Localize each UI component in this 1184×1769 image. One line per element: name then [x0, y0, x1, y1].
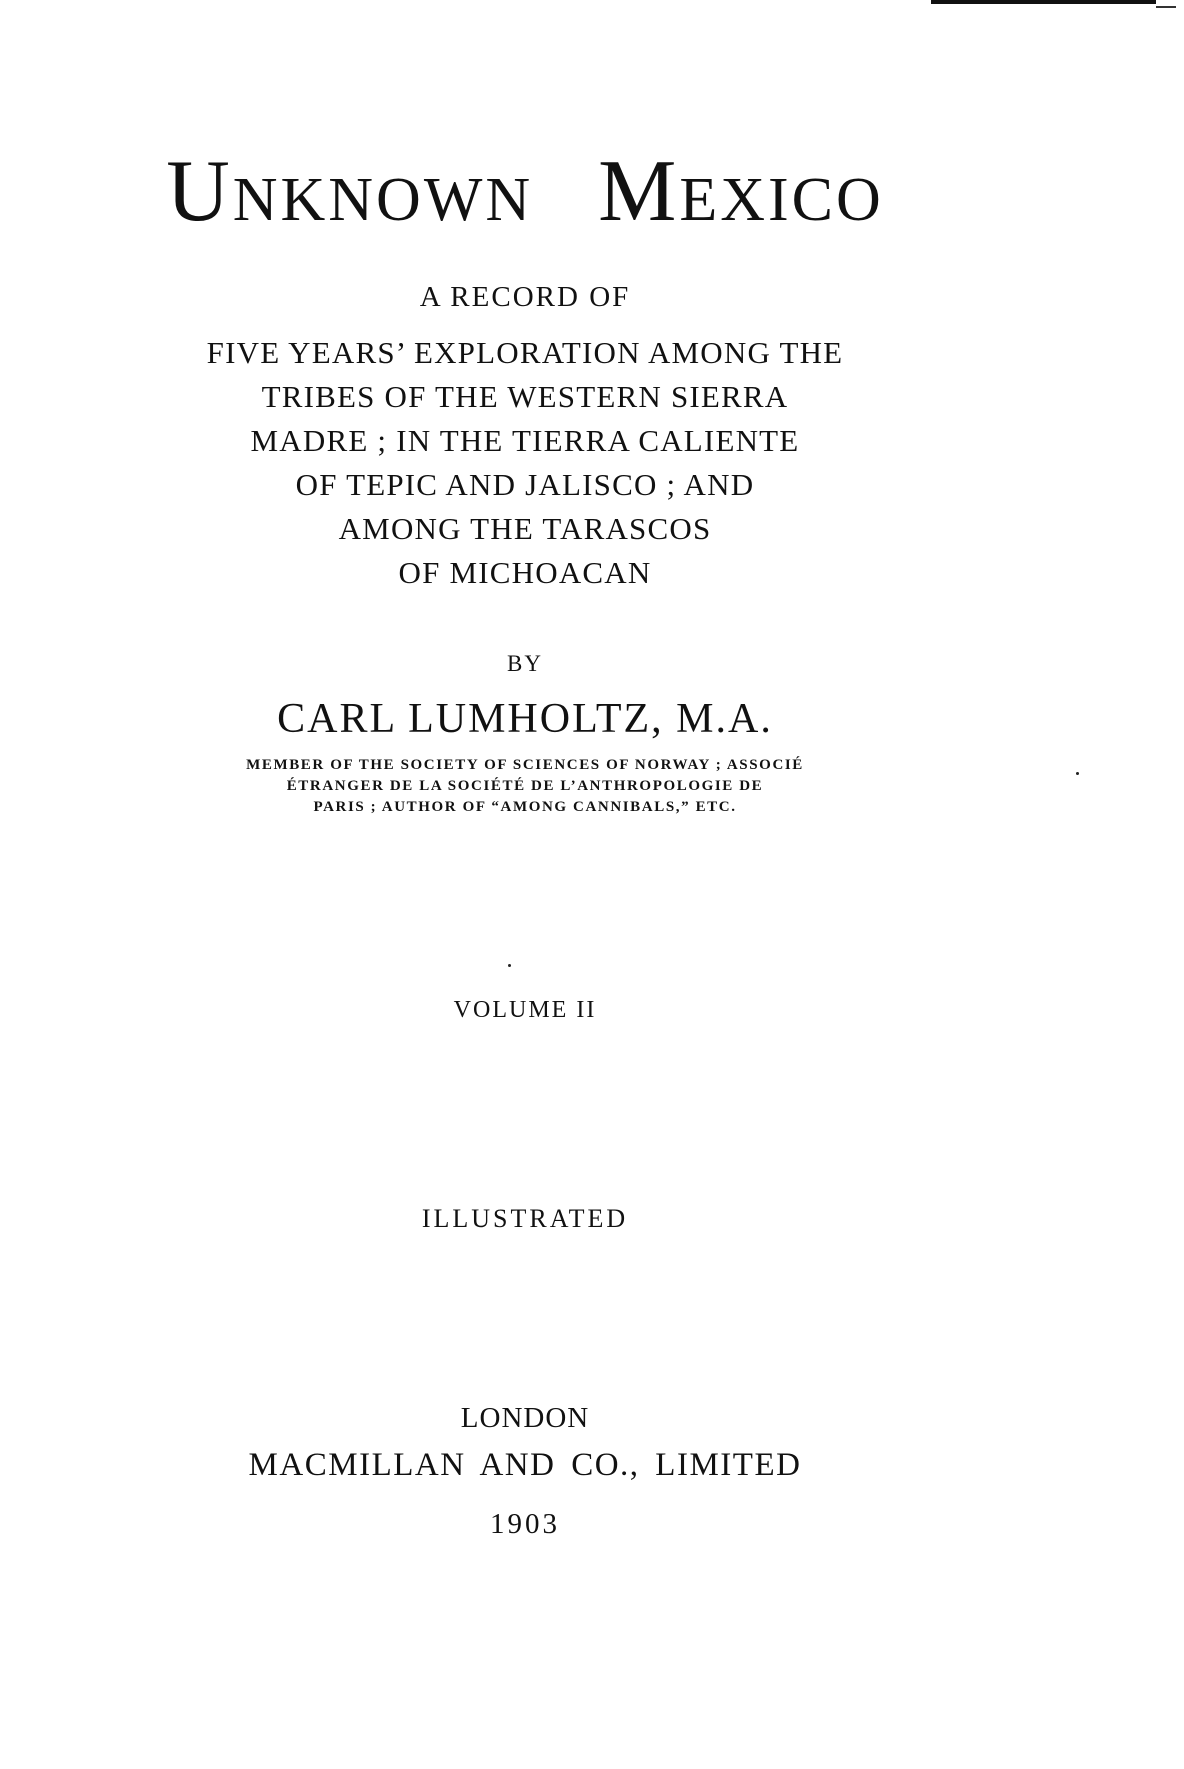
subtitle-block	[130, 331, 920, 595]
volume-label: VOLUME II	[453, 997, 597, 1023]
credentials-line: ÉTRANGER DE LA SOCIÉTÉ DE L’ANTHROPOLOGIE DE	[286, 778, 764, 794]
imprint-place: LONDON	[460, 1402, 590, 1434]
subtitle-line: FIVE YEARS’ EXPLORATION AMONG THE	[206, 335, 844, 370]
imprint-publisher: MACMILLAN AND CO., LIMITED	[248, 1447, 802, 1483]
credentials-line: PARIS ; AUTHOR OF “AMONG CANNIBALS,” ETC.	[313, 799, 737, 815]
top-edge-rule	[931, 0, 1156, 4]
author-name: CARL LUMHOLTZ, M.A.	[277, 696, 773, 742]
subtitle-line: TRIBES OF THE WESTERN SIERRA	[261, 379, 789, 414]
top-edge-rule-fragment	[1156, 6, 1176, 8]
author-credentials	[130, 755, 920, 818]
credentials-line: MEMBER OF THE SOCIETY OF SCIENCES OF NORWAY ; ASSOCIÉ	[246, 757, 804, 773]
subtitle-line: OF TEPIC AND JALISCO ; AND	[295, 467, 755, 502]
print-speck	[1076, 772, 1079, 775]
subtitle-record-of: A RECORD OF	[419, 281, 631, 313]
imprint-year: 1903	[490, 1508, 560, 1540]
subtitle-line: MADRE ; IN THE TIERRA CALIENTE	[250, 423, 800, 458]
book-title: Unknown Mexico	[166, 143, 884, 240]
subtitle-line: AMONG THE TARASCOS	[338, 511, 712, 546]
print-speck	[508, 964, 511, 967]
by-label: BY	[507, 651, 543, 676]
subtitle-line: OF MICHOACAN	[398, 555, 652, 590]
illustrated-label: ILLUSTRATED	[421, 1204, 629, 1233]
